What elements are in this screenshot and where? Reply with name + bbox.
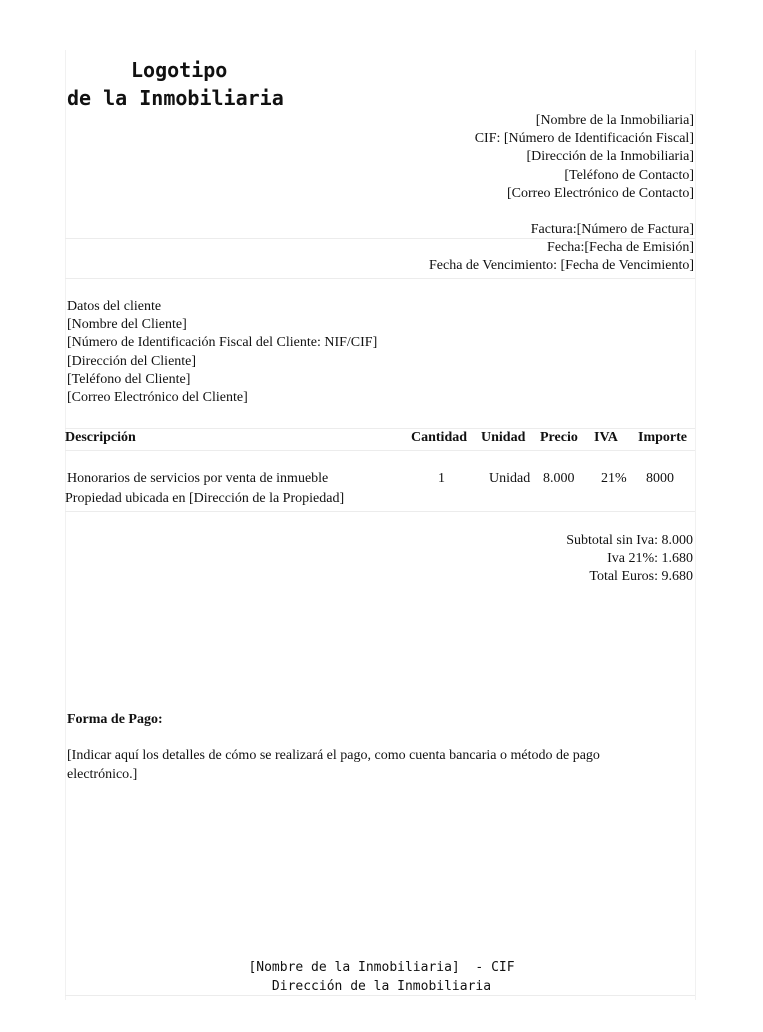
grand-total: Total Euros: 9.680 (589, 569, 693, 585)
client-address: [Dirección del Cliente] (67, 353, 197, 369)
company-phone: [Teléfono de Contacto] (564, 167, 694, 183)
footer-line-2: Dirección de la Inmobiliaria (271, 979, 492, 994)
left-guide (65, 50, 66, 1000)
company-cif: CIF: [Número de Identificación Fiscal] (474, 131, 694, 147)
header-price: Precio (540, 430, 578, 445)
client-nif: [Número de Identificación Fiscal del Cliente: NIF/CIF] (67, 335, 378, 351)
vat-total: Iva 21%: 1.680 (607, 551, 693, 567)
payment-details-line-1: [Indicar aquí los detalles de cómo se realizará el pago, como cuenta bancaria o método de pago (67, 748, 600, 763)
row-description-line-2: Propiedad ubicada en [Dirección de la Propiedad] (65, 491, 345, 506)
header-quantity: Cantidad (411, 430, 468, 445)
client-email: [Correo Electrónico del Cliente] (67, 389, 248, 405)
row-description-line-1: Honorarios de servicios por venta de inmueble (67, 471, 329, 486)
totals (566, 532, 693, 587)
header-vat: IVA (594, 430, 618, 445)
invoice-number: Factura:[Número de Factura] (530, 222, 694, 237)
footer-line-1: [Nombre de la Inmobiliaria] - CIF (248, 960, 515, 975)
company-email: [Correo Electrónico de Contacto] (507, 185, 694, 201)
invoice-date: Fecha:[Fecha de Emisión] (547, 240, 694, 256)
row-unit: Unidad (489, 471, 531, 486)
divider (65, 278, 695, 279)
row-amount: 8000 (646, 471, 674, 486)
divider (65, 428, 695, 429)
client-heading: Datos del cliente (67, 299, 162, 314)
payment-details-line-2: electrónico.] (67, 767, 138, 782)
subtotal: Subtotal sin Iva: 8.000 (566, 533, 693, 548)
header-description: Descripción (65, 430, 136, 445)
row-price: 8.000 (543, 471, 575, 486)
company-address: [Dirección de la Inmobiliaria] (526, 149, 694, 165)
right-guide (695, 50, 696, 1000)
logo-line-2: de la Inmobiliaria (67, 86, 284, 110)
logo-line-1: Logotipo (131, 58, 228, 82)
company-name: [Nombre de la Inmobiliaria] (535, 113, 694, 128)
invoice-due-date: Fecha de Vencimiento: [Fecha de Vencimiento] (428, 258, 694, 274)
client-phone: [Teléfono del Cliente] (67, 371, 191, 387)
divider (65, 450, 695, 451)
invoice-info (429, 221, 694, 276)
row-vat: 21% (601, 471, 627, 486)
company-info (475, 112, 694, 203)
divider (65, 511, 695, 512)
header-unit: Unidad (481, 430, 526, 445)
client-name: [Nombre del Cliente] (67, 317, 187, 333)
row-quantity: 1 (438, 471, 445, 486)
client-info (67, 298, 377, 407)
header-amount: Importe (638, 430, 687, 445)
payment-heading: Forma de Pago: (67, 712, 163, 727)
